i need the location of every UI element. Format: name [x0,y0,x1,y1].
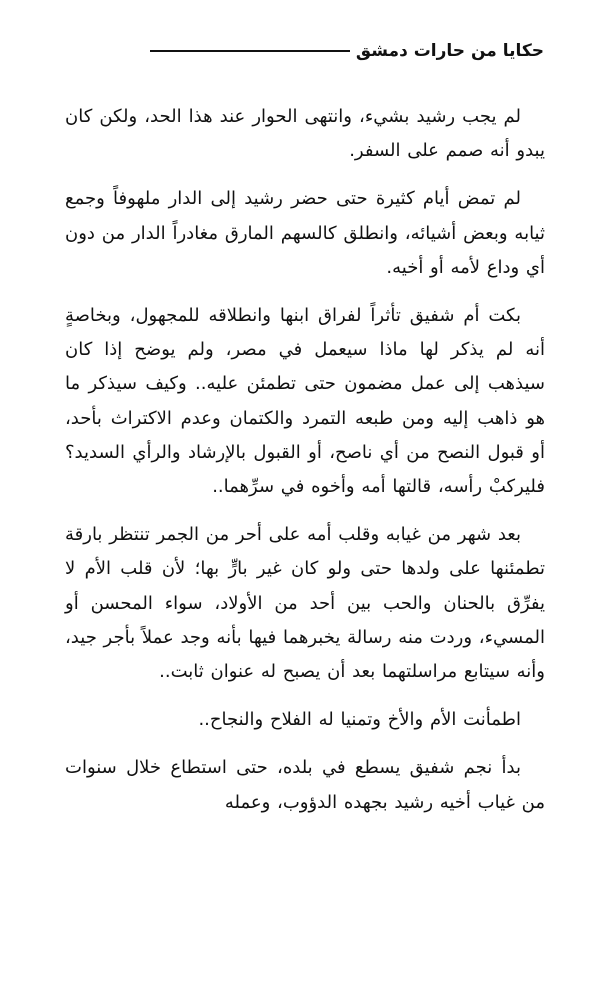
paragraph: بكت أم شفيق تأثراً لفراق ابنها وانطلاقه للمجهول، وبخاصةٍ أنه لم يذكر لها ماذا سيعمل في مصر، ولم يوضح إذا كان سيذهب إلى عمل مضمون حتى تطمئن عليه.. وكيف سيذكر ما هو ذاهب إليه ومن طبعه التمرد والكتمان وعدم الاكتراث بأحد، أو قبول النصح من أي ناصح، أو القبول بالإرشاد والرأي السديد؟ فليركبْ رأسه، قالتها أمه وأخوه في سرِّهما.. [65,305,545,498]
text-body [65,100,545,834]
paragraph: بعد شهر من غيابه وقلب أمه على أحر من الجمر تنتظر بارقة تطمئنها على ولدها حتى ولو كان غير بارٍّ بها؛ لأن قلب الأم لا يفرِّق بالحنان والحب بين أحد من الأولاد، سواء المحسن أو المسيء، وردت منه رسالة يخبرهما فيها بأنه وجد عملاً بأجر جيد، وأنه سيتابع مراسلتهما بعد أن يصبح له عنوان ثابت.. [65,524,545,683]
paragraph: لم تمض أيام كثيرة حتى حضر رشيد إلى الدار ملهوفاً وجمع ثيابه وبعض أشيائه، وانطلق كالسهم المارق مغادراً الدار من دون أي وداع لأمه أو أخيه. [65,188,545,278]
paragraph: اطمأنت الأم والأخ وتمنيا له الفلاح والنجاح.. [198,709,521,731]
paragraph: لم يجب رشيد بشيء، وانتهى الحوار عند هذا الحد، ولكن كان يبدو أنه صمم على السفر. [65,106,545,162]
running-header [150,40,544,62]
header-title: حكايا من حارات دمشق [355,41,544,61]
header-rule [150,50,350,52]
paragraph: بدأ نجم شفيق يسطع في بلده، حتى استطاع خلال سنوات من غياب أخيه رشيد بجهده الدؤوب، وعمله [65,757,545,813]
